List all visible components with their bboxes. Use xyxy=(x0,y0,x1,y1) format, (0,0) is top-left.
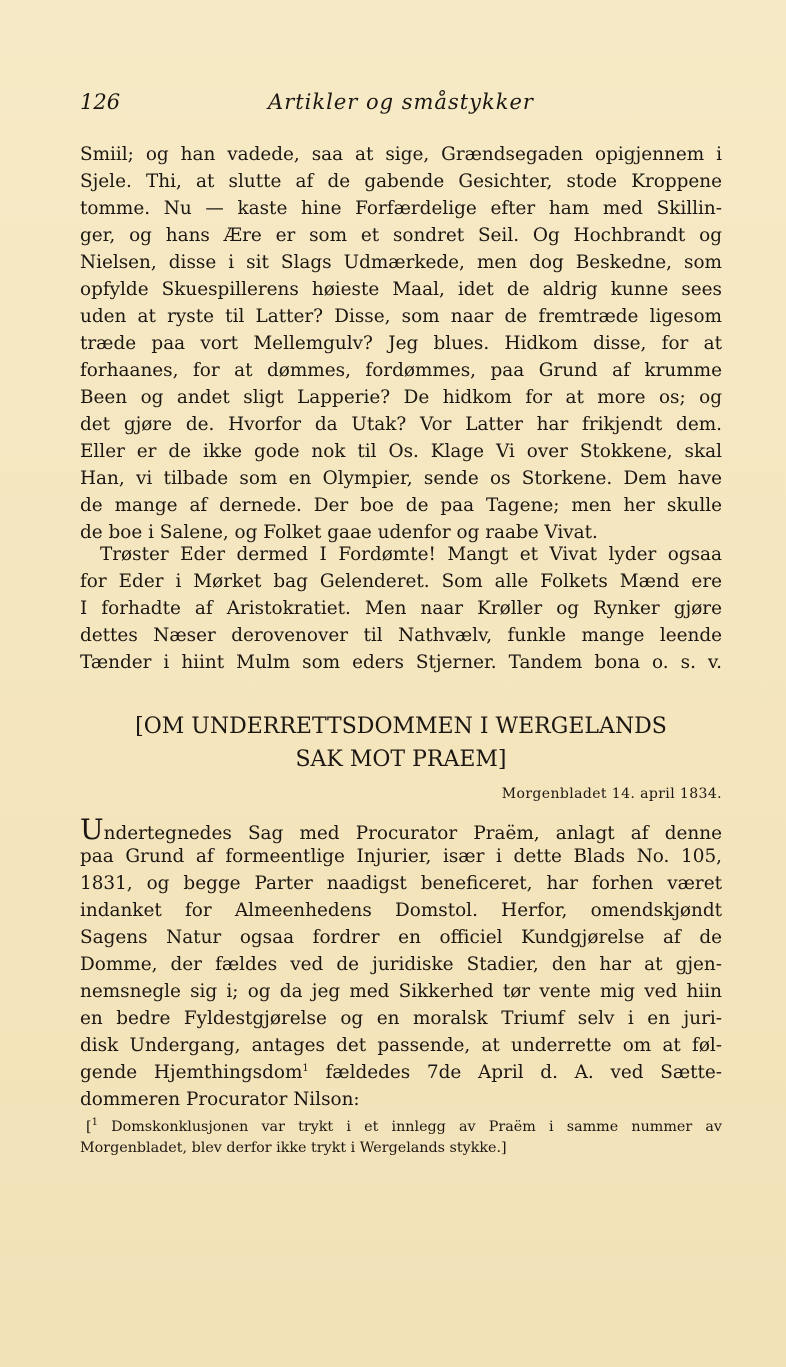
text-run: fældedes 7de April d. A. ved Sætte- xyxy=(308,1062,722,1083)
text-line: paa Grund af formeentlige Injurier, især i dette Blads No. 105, xyxy=(80,846,722,867)
footnote-marker: 1 xyxy=(302,1062,309,1074)
text-line xyxy=(80,813,722,846)
drop-cap: U xyxy=(80,813,104,846)
text-line: uden at ryste til Latter? Disse, som naar de fremtræde ligesom xyxy=(80,306,722,327)
heading-line: SAK MOT PRAEM] xyxy=(295,747,507,772)
text-line: de boe i Salene, og Folket gaae udenfor og raabe Vivat. xyxy=(80,522,598,543)
text-line: forhaanes, for at dømmes, fordømmes, paa Grund af krumme xyxy=(80,360,722,381)
source-citation: Morgenbladet 14. april 1834. xyxy=(501,786,722,802)
text-line: 1831, og begge Parter naadigst beneficeret, har forhen været xyxy=(80,873,722,894)
page-number: 126 xyxy=(80,90,121,114)
text-line: en bedre Fyldestgjørelse og en moralsk Triumf selv i en juri- xyxy=(80,1008,722,1029)
text-line: dommeren Procurator Nilson: xyxy=(80,1089,360,1110)
article1-paragraph1 xyxy=(80,141,722,546)
running-title: Artikler og småstykker xyxy=(268,90,534,114)
footnote-number: 1 xyxy=(91,1117,98,1129)
text-line: I forhadte af Aristokratiet. Men naar Krøller og Rynker gjøre xyxy=(80,598,722,619)
text-line: tomme. Nu — kaste hine Forfærdelige efter ham med Skillin- xyxy=(80,198,722,219)
text-run: gende Hjemthingsdom xyxy=(80,1062,303,1083)
text-line: Smiil; og han vadede, saa at sige, Grændsegaden opigjennem i xyxy=(80,144,722,165)
text-run: Domskonklusjonen var trykt i et innlegg av Praëm i samme nummer av xyxy=(97,1119,722,1135)
text-line: Sjele. Thi, at slutte af de gabende Gesichter, stode Kroppene xyxy=(80,171,722,192)
text-line: Tænder i hiint Mulm som eders Stjerner. Tandem bona o. s. v. xyxy=(80,652,722,673)
text-line: Sagens Natur ogsaa fordrer en officiel Kundgjørelse af de xyxy=(80,927,722,948)
text-line: Domme, der fældes ved de juridiske Stadier, den har at gjen- xyxy=(80,954,722,975)
text-line: Eller er de ikke gode nok til Os. Klage Vi over Stokkene, skal xyxy=(80,441,722,462)
text-line: nemsnegle sig i; og da jeg med Sikkerhed tør vente mig ved hiin xyxy=(80,981,722,1002)
article2-heading xyxy=(80,710,722,776)
text-line: Han, vi tilbade som en Olympier, sende os Storkene. Dem have xyxy=(80,468,722,489)
text-line: disk Undergang, antages det passende, at underrette om at føl- xyxy=(80,1035,722,1056)
heading-line: [OM UNDERRETTSDOMMEN I WERGELANDS xyxy=(135,714,667,739)
text-line: Nielsen, disse i sit Slags Udmærkede, men dog Beskedne, som xyxy=(80,252,722,273)
article1-paragraph2 xyxy=(80,541,722,676)
text-line: Been og andet sligt Lapperie? De hidkom for at more os; og xyxy=(80,387,722,408)
text-line: dettes Næser derovenover til Nathvælv, funkle mange leende xyxy=(80,625,722,646)
text-line: de mange af dernede. Der boe de paa Tagene; men her skulle xyxy=(80,495,722,516)
text-line: opfylde Skuespillerens høieste Maal, idet de aldrig kunne sees xyxy=(80,279,722,300)
text-line xyxy=(80,1059,722,1086)
text-line: for Eder i Mørket bag Gelenderet. Som alle Folkets Mænd ere xyxy=(80,571,722,592)
text-line: det gjøre de. Hvorfor da Utak? Vor Latter har frikjendt dem. xyxy=(80,414,722,435)
text-line: træde paa vort Mellemgulv? Jeg blues. Hidkom disse, for at xyxy=(80,333,722,354)
text-run: ndertegnedes Sag med Procurator Praëm, anlagt af denne xyxy=(103,823,722,844)
footnote xyxy=(80,1117,722,1159)
footnote-line: Morgenbladet, blev derfor ikke trykt i Wergelands stykke.] xyxy=(80,1140,507,1156)
footnote-line xyxy=(80,1117,722,1138)
bracket: [ xyxy=(86,1119,92,1135)
page-header xyxy=(80,90,722,122)
text-line: Trøster Eder dermed I Fordømte! Mangt et Vivat lyder ogsaa xyxy=(100,544,722,565)
article2-body xyxy=(80,813,722,1113)
text-line: ger, og hans Ære er som et sondret Seil. Og Hochbrandt og xyxy=(80,225,722,246)
text-line: indanket for Almeenhedens Domstol. Herfor, omendskjøndt xyxy=(80,900,722,921)
